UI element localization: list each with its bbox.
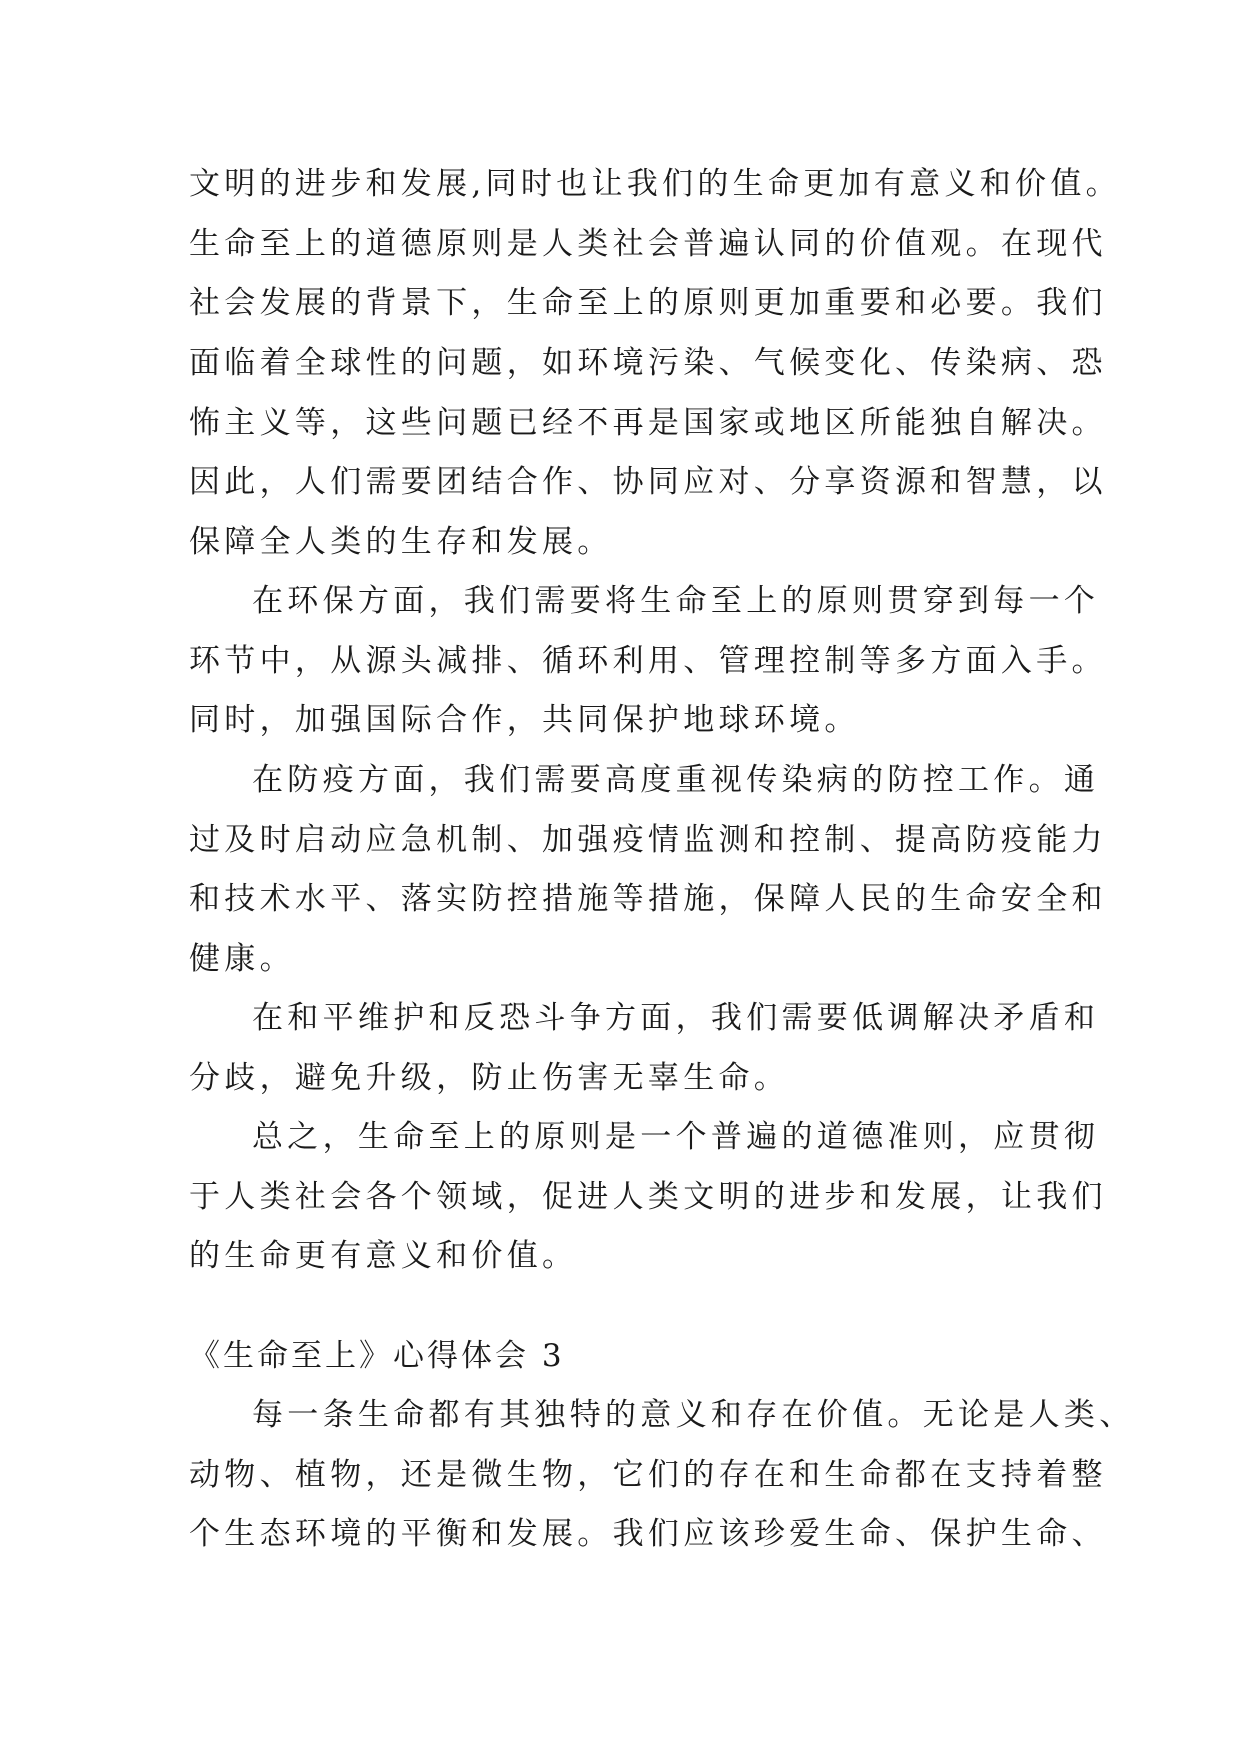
text-line: 面临着全球性的问题，如环境污染、气候变化、传染病、恐	[189, 345, 1107, 381]
text-line: 动物、植物，还是微生物，它们的存在和生命都在支持着整	[189, 1457, 1107, 1493]
text-line: 在和平维护和反恐斗争方面，我们需要低调解决矛盾和	[252, 1000, 1100, 1036]
text-line: 的生命更有意义和价值。	[189, 1238, 578, 1274]
section-heading: 《生命至上》心得体会 3	[189, 1338, 565, 1374]
text-line: 个生态环境的平衡和发展。我们应该珍爱生命、保护生命、	[189, 1516, 1107, 1552]
text-line: 健康。	[189, 941, 295, 977]
text-line: 分歧，避免升级，防止伤害无辜生命。	[189, 1060, 790, 1096]
text-line: 同时，加强国际合作，共同保护地球环境。	[189, 702, 860, 738]
text-line: 保障全人类的生存和发展。	[189, 524, 613, 560]
text-line: 文明的进步和发展,同时也让我们的生命更加有意义和价值。	[189, 166, 1121, 202]
text-line: 过及时启动应急机制、加强疫情监测和控制、提高防疫能力	[189, 822, 1107, 858]
text-line: 在防疫方面，我们需要高度重视传染病的防控工作。通	[252, 762, 1100, 798]
text-line: 环节中，从源头减排、循环利用、管理控制等多方面入手。	[189, 643, 1107, 679]
text-line: 和技术水平、落实防控措施等措施，保障人民的生命安全和	[189, 881, 1107, 917]
text-line: 在环保方面，我们需要将生命至上的原则贯穿到每一个	[252, 583, 1100, 619]
text-line: 于人类社会各个领域，促进人类文明的进步和发展，让我们	[189, 1179, 1107, 1215]
text-line: 总之，生命至上的原则是一个普遍的道德准则，应贯彻	[252, 1119, 1100, 1155]
text-line: 每一条生命都有其独特的意义和存在价值。无论是人类、	[252, 1397, 1135, 1433]
text-line: 社会发展的背景下，生命至上的原则更加重要和必要。我们	[189, 285, 1107, 321]
text-line: 因此，人们需要团结合作、协同应对、分享资源和智慧，以	[189, 464, 1107, 500]
text-line: 怖主义等，这些问题已经不再是国家或地区所能独自解决。	[189, 405, 1107, 441]
text-line: 生命至上的道德原则是人类社会普遍认同的价值观。在现代	[189, 226, 1107, 262]
